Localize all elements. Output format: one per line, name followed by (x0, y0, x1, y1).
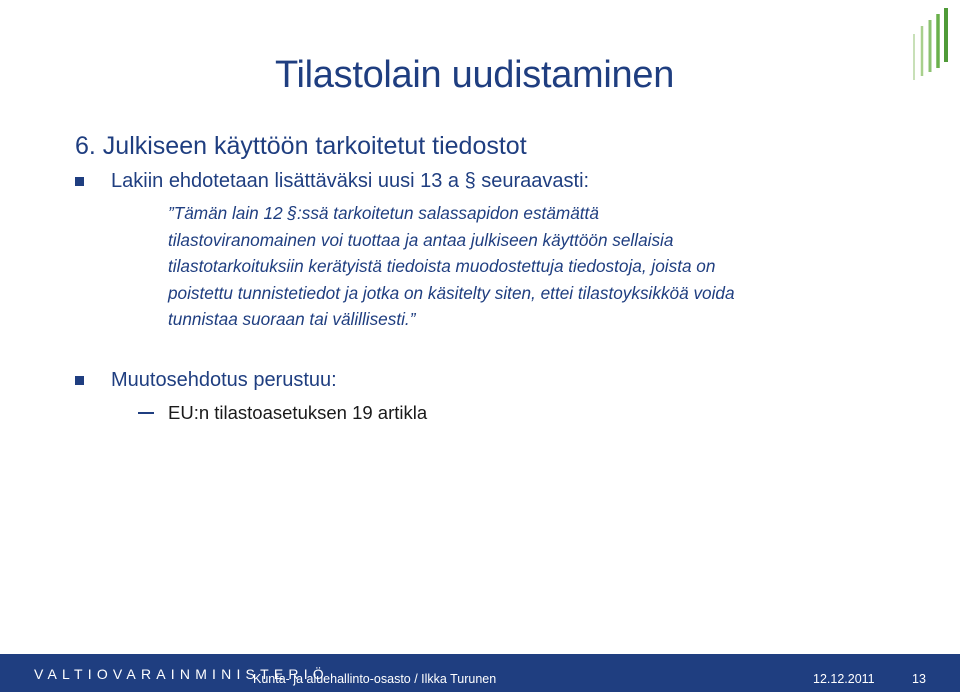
bullet-item-basis (75, 369, 337, 392)
slide-title: Tilastolain uudistaminen (275, 54, 675, 96)
quote-line: tunnistaa suoraan tai välillisesti.” (168, 309, 416, 329)
bullet-text: Lakiin ehdotetaan lisättäväksi uusi 13 a § seuraavasti: (111, 170, 590, 192)
quote-line: poistettu tunnistetiedot ja jotka on käsitelty siten, ettei tilastoyksikköä voida (168, 282, 735, 303)
ministry-logo-text: VALTIOVARAINMINISTERIÖ (34, 666, 329, 682)
dash-icon (138, 412, 154, 414)
sub-bullet-item (138, 402, 427, 424)
quoted-law-text (168, 200, 888, 333)
bullet-text: Muutosehdotus perustuu: (111, 369, 337, 391)
quote-line: ”Tämän lain 12 §:ssä tarkoitetun salassapidon estämättä (168, 203, 599, 223)
sub-bullet-text: EU:n tilastoasetuksen 19 artikla (168, 402, 428, 423)
bullet-square-icon (75, 376, 84, 385)
footer-date: 12.12.2011 (813, 672, 875, 686)
bullet-square-icon (75, 177, 84, 186)
footer-bar (0, 654, 960, 692)
bullet-item-law-proposal (75, 170, 589, 193)
logo-bars-graphic (908, 4, 954, 82)
quote-line: tilastoviranomainen voi tuottaa ja antaa julkiseen käyttöön sellaisia (168, 229, 674, 250)
page-number: 13 (912, 672, 926, 686)
footer-department: Kunta- ja aluehallinto-osasto / Ilkka Turunen (253, 672, 497, 686)
section-heading: 6. Julkiseen käyttöön tarkoitetut tiedostot (75, 132, 527, 160)
quote-line: tilastotarkoituksiin kerätyistä tiedoista muodostettuja tiedostoja, joista on (168, 256, 716, 276)
